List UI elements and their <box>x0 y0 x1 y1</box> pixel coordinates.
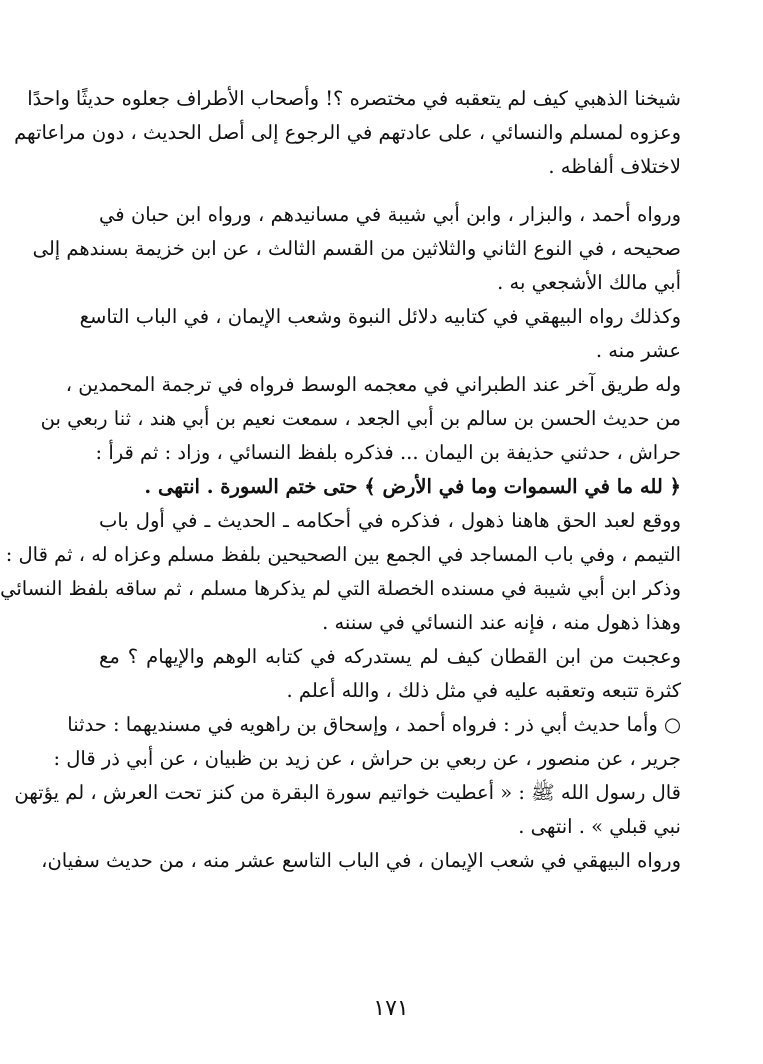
text-line: شيخنا الذهبي كيف لم يتعقبه في مختصره ؟! وأصحاب الأطراف جعلوه حديثًا واحدًا <box>27 87 681 110</box>
text-line: التيمم ، وفي باب المساجد في الجمع بين الصحيحين بلفظ مسلم وعزاه له ، ثم قال : <box>5 543 681 566</box>
text-line: وذكر ابن أبي شيبة في مسنده الخصلة التي لم يذكرها مسلم ، ثم ساقه بلفظ النسائي <box>0 577 681 600</box>
text-line: وله طريق آخر عند الطبراني في معجمه الوسط فرواه في ترجمة المحمدين ، <box>65 373 681 396</box>
text-line: ورواه البيهقي في شعب الإيمان ، في الباب التاسع عشر منه ، من حديث سفيان، <box>41 849 681 872</box>
text-line: جرير ، عن منصور ، عن ربعي بن حراش ، عن زيد بن ظبيان ، عن أبي ذر قال : <box>53 747 681 770</box>
quran-verse-line: ﴿ لله ما في السموات وما في الأرض ﴾ حتى ختم السورة . انتهى . <box>144 475 681 498</box>
page-number: ١٧١ <box>373 996 409 1021</box>
section-heading-line: ○ وأما حديث أبي ذر : فرواه أحمد ، وإسحاق بن راهويه في مسنديهما : حدثنا <box>67 713 681 736</box>
text-line: كثرة تتبعه وتعقبه عليه في مثل ذلك ، والله أعلم . <box>286 679 681 702</box>
body-text <box>0 82 681 878</box>
text-line: لاختلاف ألفاظه . <box>548 155 681 178</box>
text-line: وعزوه لمسلم والنسائي ، على عادتهم في الرجوع إلى أصل الحديث ، دون مراعاتهم <box>14 121 681 144</box>
text-line: قال رسول الله ﷺ : « أعطيت خواتيم سورة البقرة من كنز تحت العرش ، لم يؤتهن <box>14 781 681 804</box>
text-line: ووقع لعبد الحق هاهنا ذهول ، فذكره في أحكامه ـ الحديث ـ في أول باب <box>99 509 681 532</box>
text-line: وكذلك رواه البيهقي في كتابيه دلائل النبوة وشعب الإيمان ، في الباب التاسع <box>79 305 681 328</box>
text-line: صحيحه ، في النوع الثاني والثلاثين من القسم الثالث ، عن ابن خزيمة بسندهم إلى <box>32 237 681 260</box>
text-line: أبي مالك الأشجعي به . <box>497 271 681 294</box>
text-line: حراش ، حدثني حذيفة بن اليمان ... فذكره بلفظ النسائي ، وزاد : ثم قرأ : <box>95 441 681 464</box>
text-line: وهذا ذهول منه ، فإنه عند النسائي في سننه . <box>322 611 681 634</box>
text-line: ورواه أحمد ، والبزار ، وابن أبي شيبة في مسانيدهم ، ورواه ابن حبان في <box>99 203 681 226</box>
text-line: نبي قبلي » . انتهى . <box>518 815 681 838</box>
text-line: وعجبت من ابن القطان كيف لم يستدركه في كتابه الوهم والإيهام ؟ مع <box>99 645 681 668</box>
text-line: من حديث الحسن بن سالم بن أبي الجعد ، سمعت نعيم بن أبي هند ، ثنا ربعي بن <box>40 407 681 430</box>
paragraph-gap <box>99 184 681 198</box>
text-line: عشر منه . <box>595 339 681 362</box>
